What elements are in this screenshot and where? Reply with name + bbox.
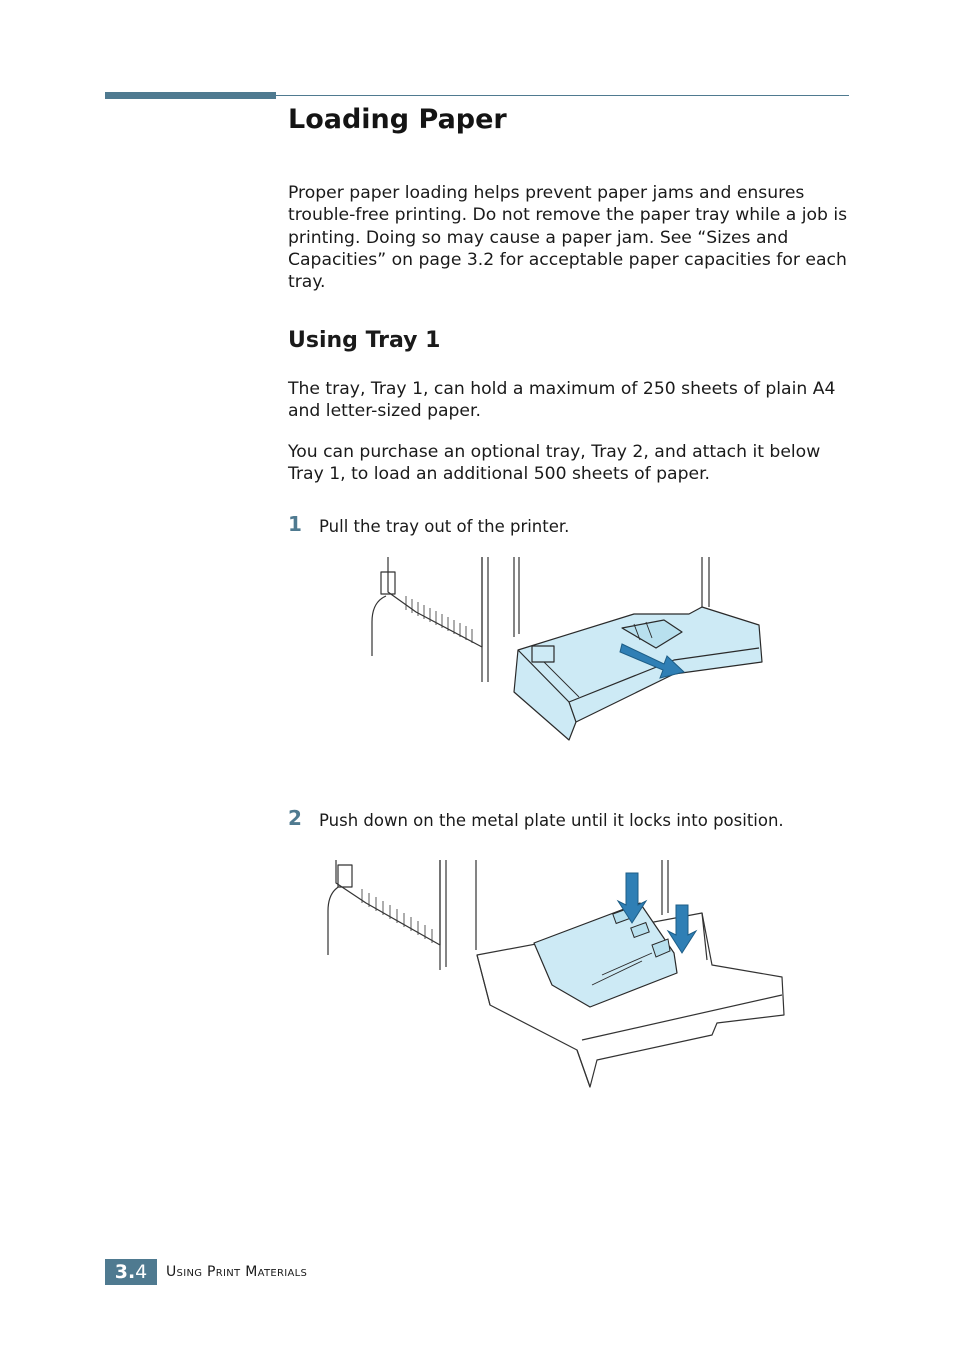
intro-paragraph: Proper paper loading helps prevent paper jams and ensures trouble-free printing. Do not remove the paper tray while a job is printing. Doing so may cause a paper jam. See “Sizes and Capacities” on page 3.2 for acceptable paper capacities for each tray. xyxy=(288,183,848,293)
step-number: 2 xyxy=(288,806,302,830)
step-text: Push down on the metal plate until it locks into position. xyxy=(319,811,784,830)
footer-page-digit: 4 xyxy=(135,1261,148,1283)
footer-section-title: Using Print Materials xyxy=(166,1264,308,1280)
header-rule-thick xyxy=(105,92,276,99)
footer-chapter-number: 3. xyxy=(114,1261,136,1283)
footer-page-number xyxy=(105,1259,157,1285)
tray1-capacity-paragraph: The tray, Tray 1, can hold a maximum of 250 sheets of plain A4 and letter-sized paper. xyxy=(288,379,836,422)
page-title: Loading Paper xyxy=(288,104,507,135)
header-rule-thin xyxy=(276,95,849,96)
step-number: 1 xyxy=(288,512,302,536)
figure-push-plate xyxy=(322,855,792,1095)
figure-pull-tray xyxy=(364,552,774,744)
tray2-option-paragraph: You can purchase an optional tray, Tray 2, and attach it below Tray 1, to load an additional 500 sheets of paper. xyxy=(288,442,821,485)
step-text: Pull the tray out of the printer. xyxy=(319,517,570,536)
section-heading: Using Tray 1 xyxy=(288,328,441,353)
